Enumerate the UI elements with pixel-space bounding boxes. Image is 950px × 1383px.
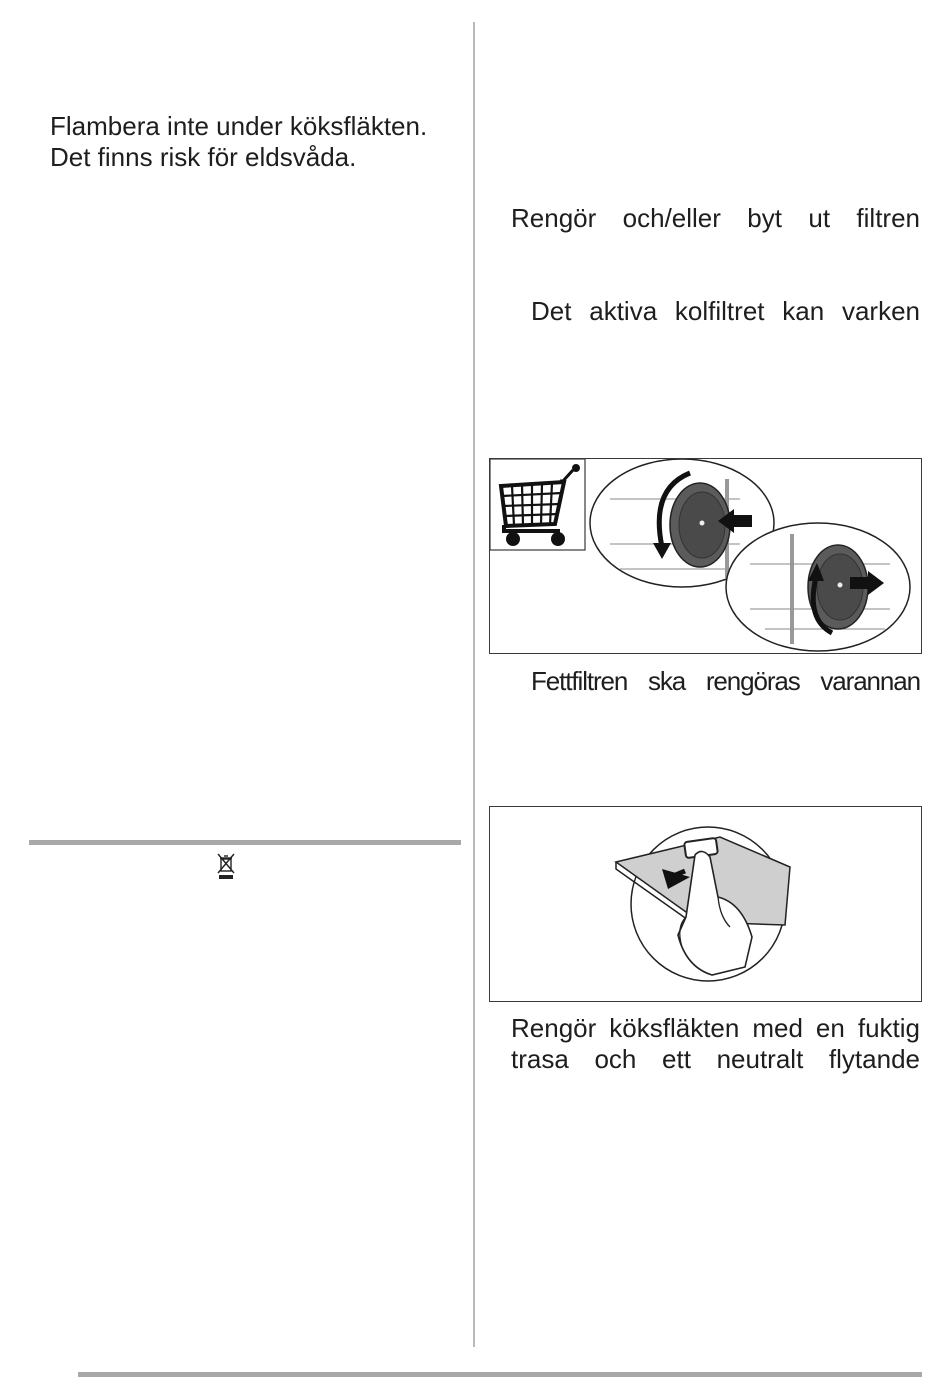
charcoal-filter-text: Det aktiva kolfiltret kan varken <box>531 296 920 326</box>
shopping-cart-icon <box>490 459 585 550</box>
filter-remove-detail <box>726 523 910 651</box>
grease-filter-figure <box>489 806 922 1002</box>
crossed-out-bin-icon <box>216 852 236 880</box>
charcoal-filter-figure <box>489 458 922 654</box>
flambe-warning-line-1: Flambera inte under köksfläkten. <box>50 111 428 141</box>
footer-rule <box>78 1372 922 1377</box>
column-divider <box>473 22 475 1347</box>
section-separator <box>29 840 461 845</box>
grease-filter-text: Fettfiltren ska rengöras varannan <box>531 666 920 696</box>
cleaning-text-line-1: Rengör köksfläkten med en fuktig <box>511 1013 920 1043</box>
cleaning-text-line-2: trasa och ett neutralt flytande <box>511 1044 920 1074</box>
flambe-warning-line-2: Det finns risk för eldsvåda. <box>50 142 357 172</box>
filters-maintenance-text: Rengör och/eller byt ut filtren <box>511 203 920 233</box>
